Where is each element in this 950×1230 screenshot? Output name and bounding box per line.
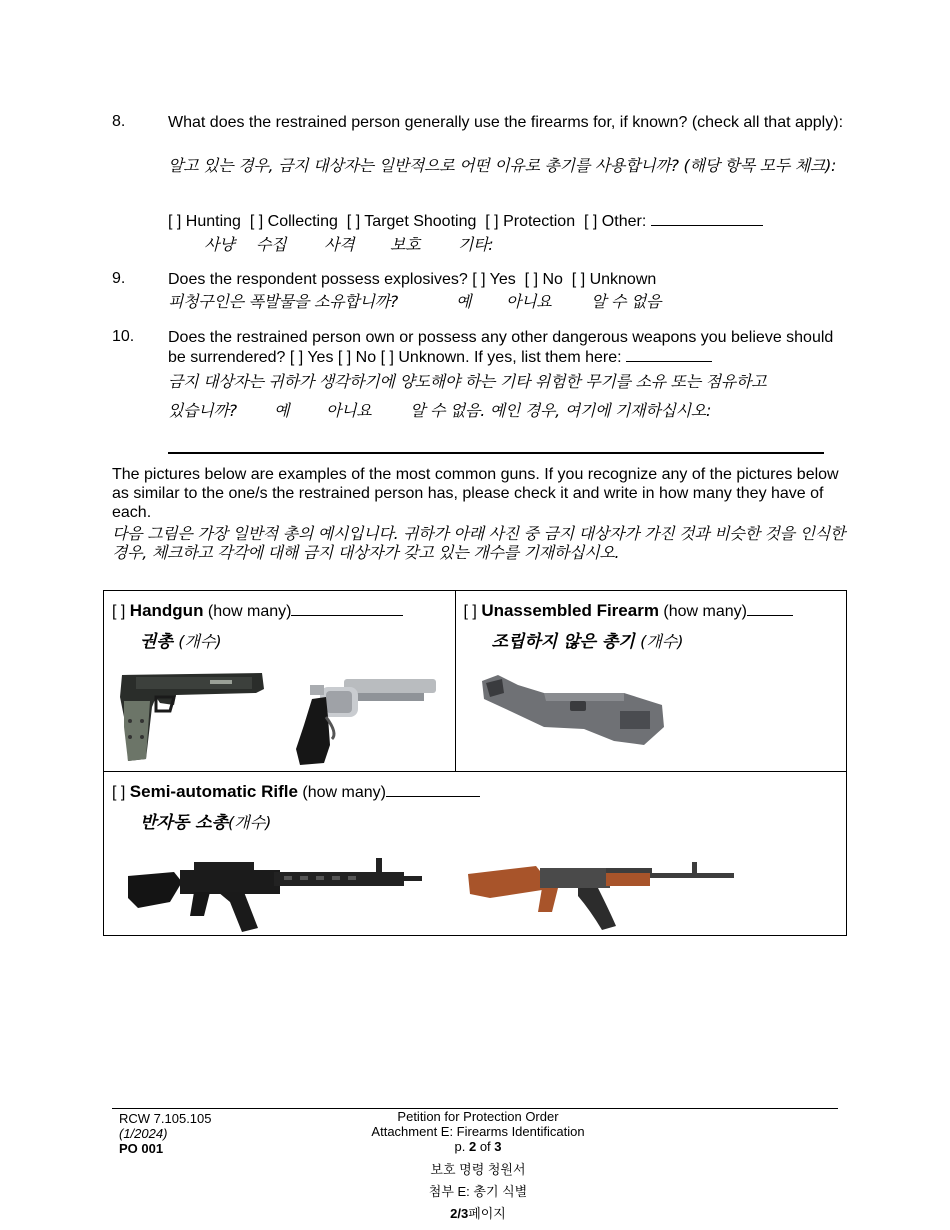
q10-text: Does the restrained person own or possess any other dangerous weapons you believe should be surrendered? [ ] Yes [ ] No [ ] Unknown. If yes, list them here: — [168, 329, 834, 366]
rifle-count-field[interactable] — [386, 782, 480, 797]
q8-target-shooting-checkbox[interactable]: [ ] Target Shooting — [346, 213, 477, 230]
q8-options — [168, 211, 843, 231]
q8-text-ko: 알고 있는 경우, 금지 대상자는 일반적으로 어떤 이유로 총기를 사용합니까? (해당 항목 모두 체크): — [168, 156, 837, 175]
footer-page-ko: 2/3페이지 — [450, 1206, 506, 1221]
ar-rifle-image — [124, 854, 424, 934]
footer-center — [328, 1109, 628, 1225]
q9-unknown-checkbox[interactable]: [ ] Unknown — [571, 271, 657, 288]
footer-title-ko-2: 첨부 E: 총기 식별 — [428, 1184, 528, 1199]
q8-protection-checkbox[interactable]: [ ] Protection — [485, 213, 576, 230]
rifle-title-ko: 반자동 소총(개수) — [140, 813, 272, 833]
unassembled-title: [ ] Unassembled Firearm (how many) — [464, 601, 793, 621]
lower-receiver-image — [474, 671, 674, 751]
handgun-title: [ ] Handgun (how many) — [112, 601, 403, 621]
rifle-cell — [104, 772, 847, 936]
q8-hunting-checkbox[interactable]: [ ] Hunting — [168, 213, 241, 230]
q9-number: 9. — [112, 270, 126, 287]
footer-form-number: PO 001 — [119, 1141, 164, 1156]
q8-text: What does the restrained person generally use the firearms for, if known? (check all that apply): — [168, 114, 844, 131]
q9-text-row — [168, 270, 843, 289]
handgun-count-field[interactable] — [291, 601, 403, 616]
unassembled-cell — [455, 591, 846, 772]
q10-text-ko-1: 금지 대상자는 귀하가 생각하기에 양도해야 하는 기타 위험한 무기를 소유 또는 점유하고 — [168, 372, 767, 391]
footer-title-1: Petition for Protection Order — [397, 1109, 559, 1124]
footer-title-2: Attachment E: Firearms Identification — [371, 1124, 585, 1139]
q9-text: Does the respondent possess explosives? — [168, 271, 468, 288]
footer-page: p. 2 of 3 — [454, 1139, 502, 1154]
rifle-title: [ ] Semi-automatic Rifle (how many) — [112, 782, 480, 802]
handgun-title-ko: 권총 (개수) — [140, 632, 222, 652]
pistol-image — [116, 667, 268, 767]
q8-other-field[interactable] — [651, 211, 763, 226]
footer-date: (1/2024) — [119, 1126, 168, 1141]
footer-title-ko-1: 보호 명령 청원서 — [430, 1162, 526, 1177]
q10-number: 10. — [112, 328, 135, 345]
q8-number: 8. — [112, 113, 126, 130]
q10-list-field[interactable] — [168, 452, 824, 454]
q8-other-checkbox[interactable]: [ ] Other: — [584, 213, 647, 230]
footer-rcw: RCW 7.105.105 — [119, 1111, 212, 1126]
footer-left — [119, 1111, 212, 1156]
unassembled-checkbox[interactable]: [ ] — [463, 603, 477, 620]
revolver-image — [290, 669, 440, 769]
q9-yes-checkbox[interactable]: [ ] Yes — [472, 271, 516, 288]
unassembled-count-field[interactable] — [747, 601, 793, 616]
q10-list-field-inline[interactable] — [626, 347, 712, 362]
q9-no-checkbox[interactable]: [ ] No — [524, 271, 563, 288]
unassembled-title-ko: 조립하지 않은 총기 (개수) — [491, 632, 684, 652]
handgun-cell — [104, 591, 456, 772]
pictures-intro: The pictures below are examples of the most common guns. If you recognize any of the pictures below as similar to the one/s the restrained person has, please check it and write in how many they have of each. — [112, 466, 839, 521]
handgun-checkbox[interactable]: [ ] — [112, 603, 126, 620]
ak-rifle-image — [466, 860, 738, 932]
pictures-intro-ko: 다음 그림은 가장 일반적 총의 예시입니다. 귀하가 아래 사진 중 금지 대상자가 가진 것과 비슷한 것을 인식한 경우, 체크하고 각각에 대해 금지 대상자가 갖고 있는 개수를 기재하십시오. — [112, 524, 846, 562]
q8-collecting-checkbox[interactable]: [ ] Collecting — [249, 213, 338, 230]
gun-examples-table — [103, 590, 847, 936]
rifle-checkbox[interactable]: [ ] — [112, 784, 126, 801]
